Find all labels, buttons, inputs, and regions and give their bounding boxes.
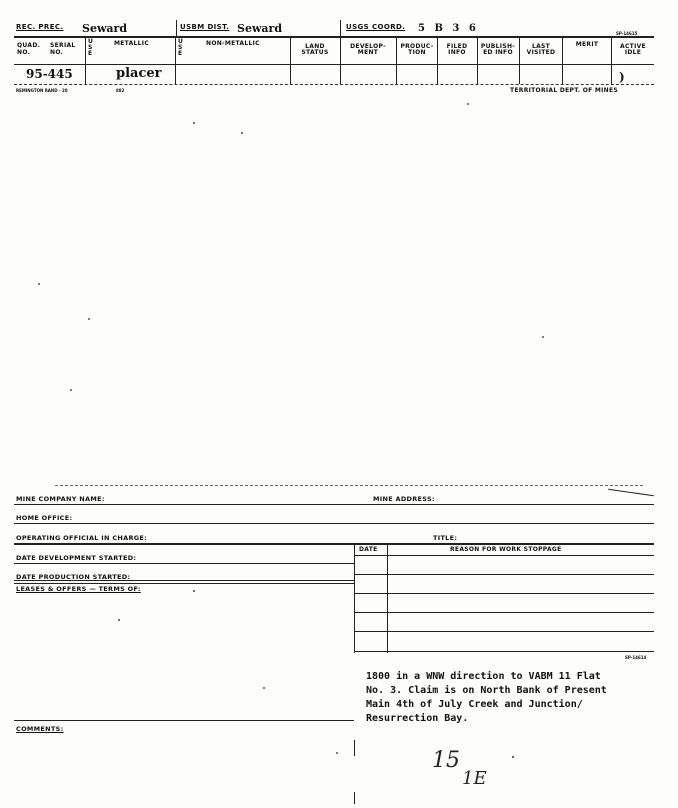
- label-home-office: HOME OFFICE:: [16, 514, 73, 522]
- label-title: TITLE:: [433, 534, 458, 542]
- col-divider: [519, 36, 520, 84]
- rule-date-production: [14, 580, 354, 581]
- col-quad-no: QUAD. NO.: [17, 42, 41, 56]
- stoppage-row: [354, 631, 654, 632]
- typed-note-line: Main 4th of July Creek and Junction/: [366, 699, 583, 710]
- row-dashed-rule: [14, 84, 654, 85]
- speckle: [118, 619, 120, 621]
- col-divider: [396, 36, 397, 84]
- col-serial-no: SERIAL NO.: [50, 42, 76, 56]
- col-divider: [340, 36, 341, 84]
- speckle: [241, 132, 243, 134]
- stoppage-row: [354, 574, 654, 575]
- stoppage-row: [354, 612, 654, 613]
- col-use-2: U S E: [178, 38, 184, 57]
- typed-note-line: Resurrection Bay.: [366, 713, 469, 724]
- typed-note-line: No. 3. Claim is on North Bank of Present: [366, 685, 607, 696]
- rule-date-development: [14, 563, 354, 564]
- col-divider: [611, 36, 612, 84]
- typed-note: [366, 670, 607, 726]
- col-divider: [290, 36, 291, 84]
- rule-comments: [14, 720, 354, 721]
- label-mine-company-name: MINE COMPANY NAME:: [16, 495, 105, 503]
- speckle: [193, 590, 195, 592]
- col-divider: [562, 36, 563, 84]
- label-mine-address: MINE ADDRESS:: [373, 495, 435, 503]
- speckle: [263, 687, 265, 689]
- stoppage-row: [354, 651, 654, 652]
- col-divider: [437, 36, 438, 84]
- speckle: [88, 318, 90, 320]
- col-metallic: METALLIC: [114, 40, 150, 47]
- rule-home-office: [14, 523, 654, 524]
- label-operating-official: OPERATING OFFICIAL IN CHARGE:: [16, 534, 148, 542]
- rule-operating-official: [14, 543, 654, 545]
- rec-prec-label: REC. PREC.: [16, 23, 64, 31]
- footer-top-left-code: 882: [116, 88, 125, 93]
- handwritten-mark-2: 1E: [462, 768, 487, 789]
- lower-card-top-edge: [55, 485, 643, 486]
- col-use-1: U S E: [88, 38, 94, 57]
- col-date: DATE: [359, 546, 378, 553]
- rule-date-production-double: [14, 583, 354, 584]
- entry-status-mark: ): [619, 70, 625, 84]
- speckle: [193, 122, 195, 124]
- stoppage-row: [354, 593, 654, 594]
- label-comments: COMMENTS:: [16, 725, 64, 733]
- header-divider-2: [340, 20, 341, 36]
- col-active-idle: ACTIVE IDLE: [620, 43, 646, 56]
- stray-mark: [354, 740, 355, 756]
- rule-mine-company: [14, 504, 654, 505]
- stoppage-table-left: [354, 543, 355, 653]
- speckle: [38, 283, 40, 285]
- usbm-dist-label: USBM DIST.: [180, 23, 230, 31]
- col-published-info: PUBLISH-ED INFO: [480, 43, 516, 56]
- col-divider: [85, 36, 86, 84]
- stoppage-table-divider: [387, 543, 388, 653]
- speckle: [512, 756, 514, 758]
- column-header-rule: [14, 64, 654, 65]
- col-merit: MERIT: [575, 41, 599, 48]
- usgs-coord-label: USGS COORD.: [346, 23, 406, 31]
- header-divider-1: [176, 20, 177, 36]
- label-date-production: DATE PRODUCTION STARTED:: [16, 573, 131, 581]
- col-land-status: LAND STATUS: [301, 43, 329, 56]
- col-last-visited: LAST VISITED: [526, 43, 556, 56]
- col-divider: [175, 36, 176, 84]
- col-production: PRODUC-TION: [400, 43, 434, 56]
- entry-quad-serial: 95-445: [26, 67, 73, 81]
- handwritten-mark-1: 15: [432, 748, 460, 773]
- header-rule: [14, 36, 654, 38]
- label-date-development: DATE DEVELOPMENT STARTED:: [16, 554, 137, 562]
- speckle: [336, 752, 338, 754]
- speckle: [542, 336, 544, 338]
- typed-note-line: 1800 in a WNW direction to VABM 11 Flat: [366, 671, 601, 682]
- col-divider: [477, 36, 478, 84]
- footer-top-left: REMINGTON RAND - 20: [16, 88, 68, 93]
- stray-mark: [354, 792, 355, 804]
- card-edge-stroke: [608, 489, 654, 496]
- speckle: [467, 103, 469, 105]
- col-non-metallic: NON-METALLIC: [206, 40, 260, 47]
- form-number-bottom: SP-14614: [625, 655, 647, 660]
- label-leases: LEASES & OFFERS — TERMS OF:: [16, 585, 141, 593]
- col-reason-stoppage: REASON FOR WORK STOPPAGE: [450, 546, 562, 553]
- col-filed-info: FILED INFO: [446, 43, 468, 56]
- usbm-dist-value: Seward: [237, 22, 283, 35]
- form-number-top: SP-14615: [616, 31, 638, 36]
- entry-metallic: placer: [116, 66, 162, 81]
- footer-top-right: TERRITORIAL DEPT. OF MINES: [510, 87, 619, 94]
- speckle: [70, 389, 72, 391]
- col-development: DEVELOP-MENT: [350, 43, 386, 56]
- stoppage-header-rule: [354, 555, 654, 556]
- usgs-coord-value: 5 B 3 6: [418, 23, 479, 34]
- rec-prec-value: Seward: [82, 22, 128, 35]
